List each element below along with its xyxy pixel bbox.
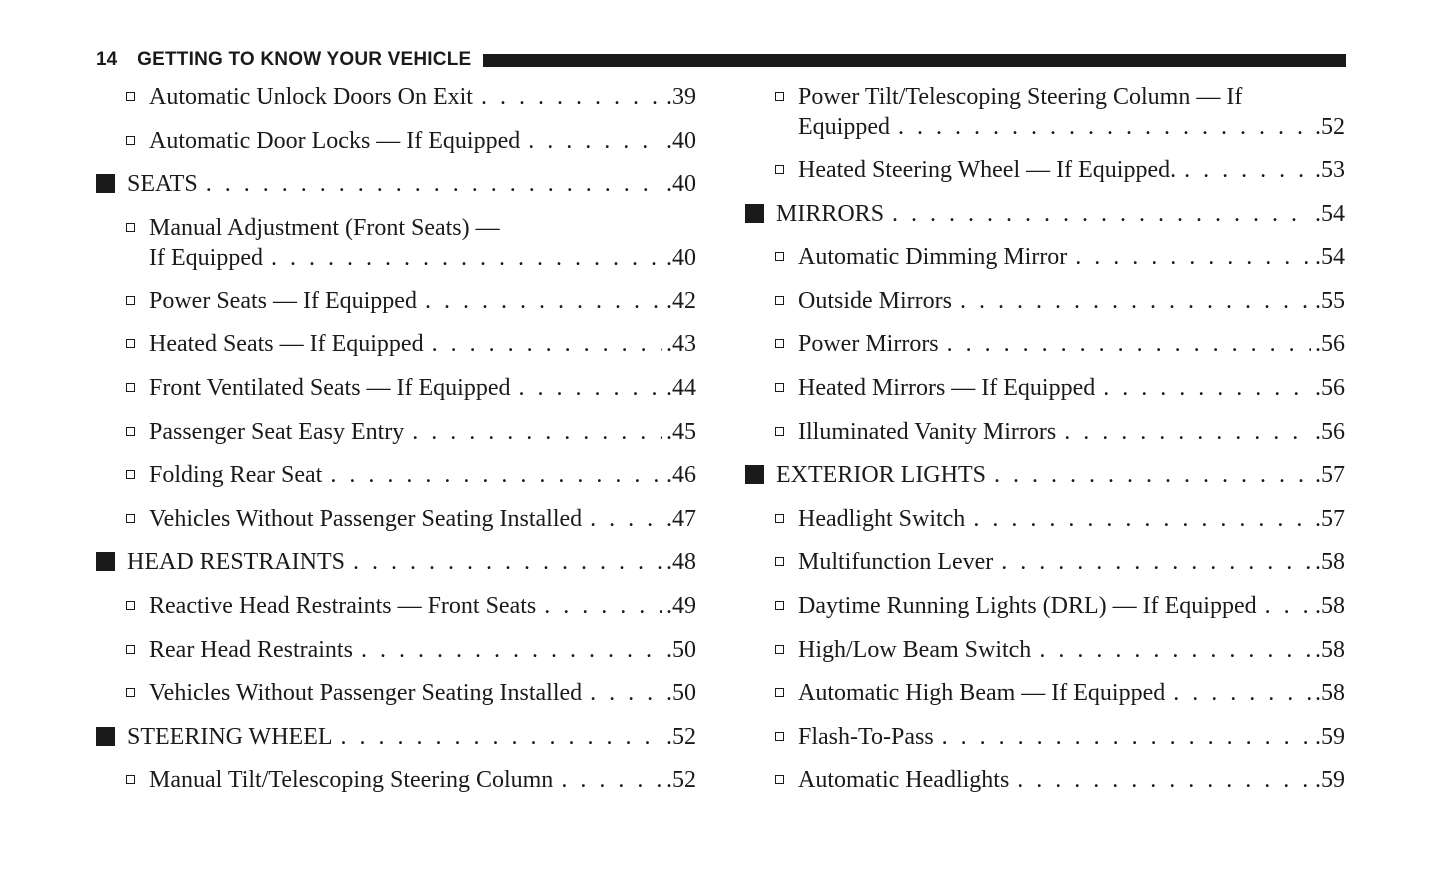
- toc-entry-title: Multifunction Lever: [798, 549, 994, 576]
- toc-line: [745, 199, 1345, 229]
- dot-leader: [973, 504, 1311, 534]
- checkbox-bullet-icon: [126, 223, 135, 232]
- toc-page-number: .54: [1315, 244, 1345, 271]
- checkbox-bullet-icon: [775, 645, 784, 654]
- page-number: 14: [96, 49, 118, 70]
- dot-leader: [330, 460, 662, 490]
- toc-line: [96, 722, 696, 752]
- toc-entry-title: Automatic Headlights: [798, 767, 1010, 794]
- toc-page-number: .56: [1315, 418, 1345, 445]
- checkbox-bullet-icon: [775, 252, 784, 261]
- toc-sub-entry[interactable]: [96, 460, 696, 490]
- toc-line: [96, 460, 696, 490]
- checkbox-bullet-icon: [126, 688, 135, 697]
- toc-page-number: .47: [666, 505, 696, 532]
- dot-leader: [425, 286, 662, 316]
- toc-entry-title: Automatic Dimming Mirror: [798, 244, 1068, 271]
- toc-sub-entry[interactable]: [745, 286, 1345, 316]
- toc-line: [96, 286, 696, 316]
- toc-entry-title: Power Seats — If Equipped: [149, 287, 417, 314]
- toc-line: [745, 82, 1345, 112]
- toc-page-number: .39: [666, 84, 696, 110]
- toc-entry-title: Heated Seats — If Equipped: [149, 331, 424, 358]
- toc-entry-title: Folding Rear Seat: [149, 462, 323, 489]
- checkbox-bullet-icon: [126, 427, 135, 436]
- checkbox-bullet-icon: [775, 514, 784, 523]
- toc-line: [745, 591, 1345, 621]
- toc-entry-title: SEATS: [127, 171, 198, 198]
- toc-entry-title: Front Ventilated Seats — If Equipped: [149, 375, 511, 401]
- toc-line: [745, 417, 1345, 447]
- toc-entry-title: Automatic Unlock Doors On Exit: [149, 84, 473, 110]
- toc-sub-entry[interactable]: [96, 504, 696, 534]
- toc-line: [96, 126, 696, 156]
- dot-leader: [590, 678, 662, 708]
- toc-line: [96, 82, 696, 112]
- toc-entry-title: Automatic Door Locks — If Equipped: [149, 127, 521, 154]
- dot-leader: [1103, 373, 1311, 403]
- toc-sub-entry[interactable]: [96, 126, 696, 156]
- checkbox-bullet-icon: [775, 92, 784, 101]
- checkbox-bullet-icon: [126, 92, 135, 101]
- toc-entry-title: Passenger Seat Easy Entry: [149, 418, 405, 445]
- toc-page-number: .55: [1315, 287, 1345, 314]
- dot-leader: [960, 286, 1311, 316]
- toc-entry-title: Manual Adjustment (Front Seats) —: [149, 214, 500, 241]
- toc-line: [745, 242, 1345, 272]
- dot-leader: [353, 547, 662, 577]
- toc-sub-entry[interactable]: [96, 82, 696, 112]
- toc-entry-title: Power Tilt/Telescoping Steering Column — If: [798, 84, 1243, 110]
- toc-page-number: .57: [1315, 462, 1345, 489]
- checkbox-bullet-icon: [775, 165, 784, 174]
- toc-sub-entry[interactable]: [96, 286, 696, 316]
- section-bullet-icon: [96, 174, 115, 193]
- toc-page-number: .43: [666, 331, 696, 358]
- dot-leader: [898, 112, 1311, 142]
- toc-page-number: .58: [1315, 549, 1345, 576]
- toc-sub-entry[interactable]: [96, 765, 696, 795]
- toc-line-continued: [745, 112, 1345, 142]
- toc-page-number: .46: [666, 462, 696, 489]
- toc-line: [745, 329, 1345, 359]
- dot-leader: [1075, 242, 1311, 272]
- toc-sub-entry[interactable]: [745, 373, 1345, 403]
- checkbox-bullet-icon: [126, 601, 135, 610]
- toc-page-number: .59: [1315, 767, 1345, 794]
- toc-line: [745, 722, 1345, 752]
- dot-leader: [590, 504, 662, 534]
- toc-page-number: .53: [1315, 157, 1345, 183]
- toc-line: [96, 373, 696, 403]
- section-bullet-icon: [745, 465, 764, 484]
- dot-leader: [519, 373, 663, 403]
- toc-page-number: .45: [666, 418, 696, 445]
- toc-sub-entry[interactable]: [96, 213, 696, 273]
- toc-line: [745, 155, 1345, 185]
- checkbox-bullet-icon: [126, 514, 135, 523]
- toc-sub-entry[interactable]: [96, 373, 696, 403]
- toc-page-number: .40: [666, 171, 696, 198]
- toc-sub-entry[interactable]: [745, 242, 1345, 272]
- toc-page-number: .40: [666, 127, 696, 154]
- toc-entry-title: Daytime Running Lights (DRL) — If Equipped: [798, 593, 1257, 619]
- checkbox-bullet-icon: [775, 732, 784, 741]
- checkbox-bullet-icon: [126, 136, 135, 145]
- toc-entry-title: HEAD RESTRAINTS: [127, 549, 346, 576]
- toc-sub-entry[interactable]: [96, 329, 696, 359]
- toc-page-number: .56: [1315, 331, 1345, 358]
- toc-entry-title: Reactive Head Restraints — Front Seats: [149, 593, 537, 619]
- dot-leader: [206, 169, 662, 199]
- toc-entry-title: Rear Head Restraints: [149, 636, 353, 663]
- toc-entry-title-continued: Equipped: [798, 114, 890, 140]
- toc-sub-entry[interactable]: [96, 635, 696, 665]
- toc-entry-title: Power Mirrors: [798, 331, 939, 358]
- toc-line: [96, 169, 696, 199]
- dot-leader: [942, 722, 1311, 752]
- dot-leader: [544, 591, 662, 621]
- toc-sub-entry[interactable]: [745, 547, 1345, 577]
- toc-section-entry[interactable]: [96, 547, 696, 577]
- toc-page-number: .48: [666, 549, 696, 576]
- toc-entry-title: Manual Tilt/Telescoping Steering Column: [149, 767, 554, 794]
- toc-entry-title: Headlight Switch: [798, 505, 966, 532]
- dot-leader: [271, 243, 662, 273]
- toc-line: [96, 547, 696, 577]
- toc-sub-entry[interactable]: [96, 417, 696, 447]
- toc-line: [745, 765, 1345, 795]
- toc-page-number: .58: [1315, 593, 1345, 619]
- toc-sub-entry[interactable]: [745, 155, 1345, 185]
- toc-entry-title: Illuminated Vanity Mirrors: [798, 418, 1057, 445]
- section-bullet-icon: [96, 727, 115, 746]
- dot-leader: [1017, 765, 1311, 795]
- toc-line: [745, 373, 1345, 403]
- toc-page-number: .58: [1315, 680, 1345, 707]
- chapter-title: GETTING TO KNOW YOUR VEHICLE: [137, 49, 472, 70]
- checkbox-bullet-icon: [775, 427, 784, 436]
- dot-leader: [341, 722, 662, 752]
- toc-page-number: .54: [1315, 200, 1345, 227]
- checkbox-bullet-icon: [126, 470, 135, 479]
- checkbox-bullet-icon: [775, 339, 784, 348]
- toc-entry-title: EXTERIOR LIGHTS: [776, 462, 986, 489]
- toc-entry-title: Vehicles Without Passenger Seating Installed: [149, 680, 583, 707]
- toc-sub-entry[interactable]: [745, 591, 1345, 621]
- dot-leader: [528, 126, 662, 156]
- toc-sub-entry[interactable]: [745, 678, 1345, 708]
- toc-line: [745, 678, 1345, 708]
- dot-leader: [1064, 417, 1311, 447]
- toc-sub-entry[interactable]: [745, 82, 1345, 142]
- toc-sub-entry[interactable]: [745, 722, 1345, 752]
- dot-leader: [947, 329, 1311, 359]
- dot-leader: [1173, 678, 1311, 708]
- toc-sub-entry[interactable]: [745, 329, 1345, 359]
- checkbox-bullet-icon: [126, 775, 135, 784]
- checkbox-bullet-icon: [126, 383, 135, 392]
- toc-line: [745, 286, 1345, 316]
- toc-sub-entry[interactable]: [96, 591, 696, 621]
- toc-entry-title: STEERING WHEEL: [127, 723, 333, 750]
- toc-section-entry[interactable]: [96, 722, 696, 752]
- toc-page-number: .59: [1315, 723, 1345, 750]
- toc-line: [96, 417, 696, 447]
- toc-line-continued: [96, 243, 696, 273]
- checkbox-bullet-icon: [126, 339, 135, 348]
- checkbox-bullet-icon: [126, 296, 135, 305]
- header-rule: [483, 54, 1346, 67]
- dot-leader: [1265, 591, 1311, 621]
- toc-page-number: .50: [666, 680, 696, 707]
- toc-page-number: .42: [666, 287, 696, 314]
- checkbox-bullet-icon: [775, 557, 784, 566]
- checkbox-bullet-icon: [126, 645, 135, 654]
- toc-section-entry[interactable]: [745, 460, 1345, 490]
- dot-leader: [994, 460, 1311, 490]
- toc-page-number: .52: [666, 723, 696, 750]
- toc-entry-title: MIRRORS: [776, 200, 885, 227]
- section-bullet-icon: [745, 204, 764, 223]
- toc-page-number: .52: [1315, 114, 1345, 140]
- toc-page-number: .44: [666, 375, 696, 401]
- toc-entry-title: Vehicles Without Passenger Seating Installed: [149, 505, 583, 532]
- dot-leader: [561, 765, 662, 795]
- toc-entry-title-continued: If Equipped: [149, 244, 263, 271]
- toc-page-number: .49: [666, 593, 696, 619]
- toc-line: [745, 547, 1345, 577]
- toc-page-number: .52: [666, 767, 696, 794]
- toc-sub-entry[interactable]: [745, 417, 1345, 447]
- checkbox-bullet-icon: [775, 296, 784, 305]
- dot-leader: [1039, 635, 1311, 665]
- toc-sub-entry[interactable]: [745, 504, 1345, 534]
- toc-sub-entry[interactable]: [745, 635, 1345, 665]
- toc-sub-entry[interactable]: [745, 765, 1345, 795]
- page-header: [96, 48, 1346, 72]
- toc-line: [96, 591, 696, 621]
- checkbox-bullet-icon: [775, 601, 784, 610]
- toc-page-number: .56: [1315, 375, 1345, 401]
- checkbox-bullet-icon: [775, 775, 784, 784]
- toc-page-number: .40: [666, 244, 696, 271]
- toc-line: [96, 678, 696, 708]
- dot-leader: [1001, 547, 1311, 577]
- toc-line: [96, 213, 696, 243]
- toc-sub-entry[interactable]: [96, 678, 696, 708]
- toc-line: [96, 504, 696, 534]
- dot-leader: [892, 199, 1311, 229]
- section-bullet-icon: [96, 552, 115, 571]
- toc-line: [96, 635, 696, 665]
- toc-line: [96, 329, 696, 359]
- toc-line: [745, 635, 1345, 665]
- toc-line: [745, 504, 1345, 534]
- dot-leader: [412, 417, 662, 447]
- dot-leader: [432, 329, 662, 359]
- dot-leader: [481, 82, 662, 112]
- toc-section-entry[interactable]: [745, 199, 1345, 229]
- toc-entry-title: High/Low Beam Switch: [798, 636, 1032, 663]
- checkbox-bullet-icon: [775, 688, 784, 697]
- toc-line: [745, 460, 1345, 490]
- toc-line: [96, 765, 696, 795]
- toc-section-entry[interactable]: [96, 169, 696, 199]
- toc-page-number: .58: [1315, 636, 1345, 663]
- dot-leader: [361, 635, 662, 665]
- checkbox-bullet-icon: [775, 383, 784, 392]
- toc-page-number: .50: [666, 636, 696, 663]
- dot-leader: [1184, 155, 1311, 185]
- toc-entry-title: Heated Mirrors — If Equipped: [798, 375, 1096, 401]
- toc-entry-title: Heated Steering Wheel — If Equipped.: [798, 157, 1177, 183]
- toc-entry-title: Outside Mirrors: [798, 287, 952, 314]
- toc-entry-title: Automatic High Beam — If Equipped: [798, 680, 1166, 707]
- toc-entry-title: Flash-To-Pass: [798, 723, 934, 750]
- toc-page-number: .57: [1315, 505, 1345, 532]
